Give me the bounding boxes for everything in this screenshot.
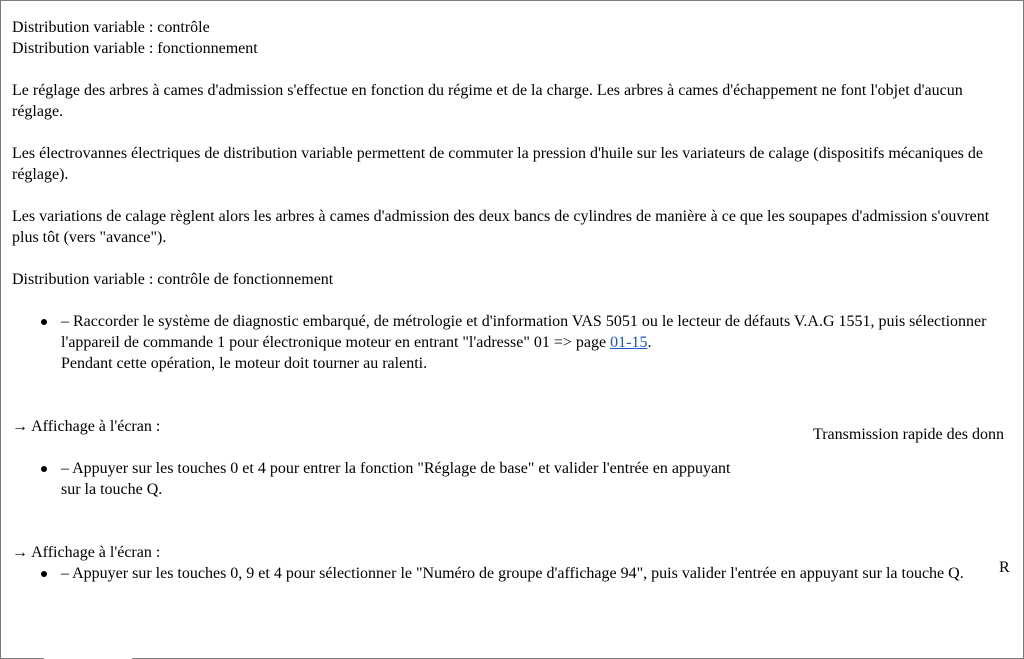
display-label-1: → Affichage à l'écran :	[12, 418, 161, 435]
list-item-basic-setting	[12, 458, 752, 500]
bullet-icon	[41, 571, 47, 577]
step-list-1	[12, 311, 1012, 374]
step2-text: – Appuyer sur les touches 0 et 4 pour entrer la fonction "Réglage de base" et valider l'entrée en appuyant sur la touche Q.	[61, 460, 731, 498]
step-list-2	[12, 458, 752, 500]
screen-display-note: Transmission rapide des donn	[813, 426, 1004, 443]
step3-text: – Appuyer sur les touches 0, 9 et 4 pour sélectionner le "Numéro de groupe d'affichage 94", puis valider l'entrée en appuyant sur la touche Q.	[61, 565, 964, 582]
step1-text: – Raccorder le système de diagnostic embarqué, de métrologie et d'information VAS 5051 ou le lecteur de défauts V.A.G 1551, puis sélectionner l'appareil de commande 1 pour électronique moteur en entrant "l'adresse" 01 => page	[61, 313, 987, 351]
heading-function: Distribution variable : fonctionnement	[12, 40, 258, 57]
screen-display-r: R	[999, 559, 1010, 576]
paragraph-solenoid-valves: Les électrovannes électriques de distribution variable permettent de commuter la pression d'huile sur les variateurs de calage (dispositifs mécaniques de réglage).	[12, 145, 983, 183]
heading-control: Distribution variable : contrôle	[12, 19, 210, 36]
page-link-01-15[interactable]: 01-15	[610, 334, 648, 351]
section-title: Distribution variable : contrôle de fonctionnement	[12, 271, 334, 288]
paragraph-timing-variation: Les variations de calage règlent alors les arbres à cames d'admission des deux bancs de cylindres de manière à ce que les soupapes d'admission s'ouvrent plus tôt (vers "avance").	[12, 208, 990, 246]
paragraph-intake-cams: Le réglage des arbres à cames d'admission s'effectue en fonction du régime et de la charge. Les arbres à cames d'échappement ne font l'objet d'aucun réglage.	[12, 82, 963, 120]
step1-idle-note: Pendant cette opération, le moteur doit tourner au ralenti.	[61, 355, 428, 372]
step-list-3	[12, 563, 1012, 584]
bullet-icon	[41, 466, 47, 472]
step1-period: .	[647, 334, 652, 351]
bullet-icon	[41, 319, 47, 325]
document-content	[12, 17, 1012, 584]
list-item-display-group	[12, 563, 1012, 584]
display-label-2: → Affichage à l'écran :	[12, 544, 161, 561]
list-item-connect-diagnostic	[12, 311, 1012, 374]
